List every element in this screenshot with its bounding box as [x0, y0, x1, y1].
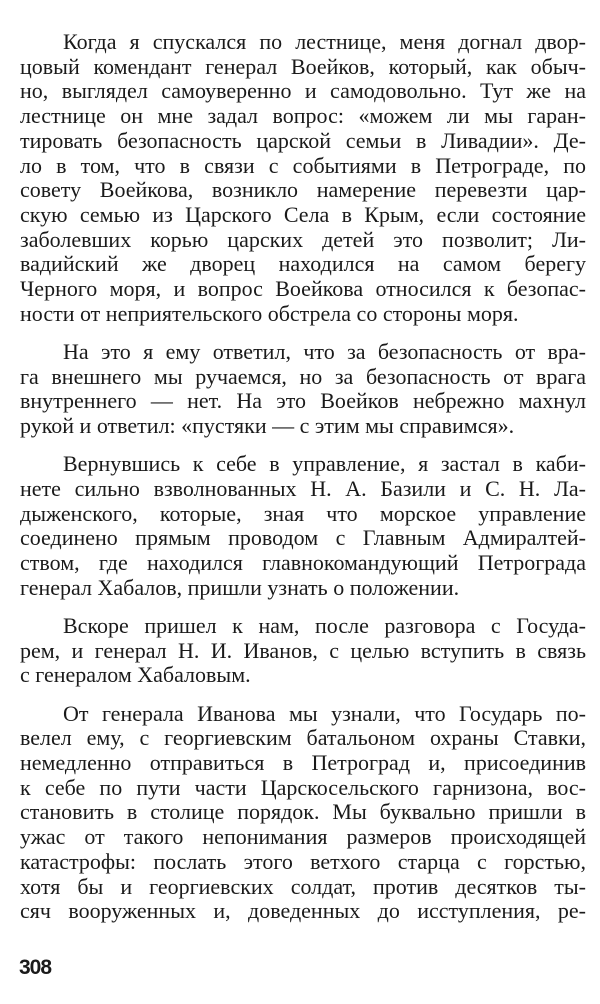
text-line: с генералом Хабаловым.	[20, 662, 251, 688]
text-line: велел ему, с георгиевским батальоном охраны Ставки,	[20, 725, 586, 751]
text-line: внутреннего — нет. На это Воейков небрежно махнул	[20, 388, 586, 414]
text-line: но, выглядел самоуверенно и самодовольно. Тут же на	[20, 78, 586, 104]
page-number: 308	[19, 956, 52, 979]
text-line: Когда я спускался по лестнице, меня догнал двор-	[63, 29, 586, 54]
page-text	[20, 30, 586, 937]
text-line: цовый комендант генерал Воейков, который, как обыч-	[20, 53, 586, 79]
paragraph	[20, 340, 586, 439]
text-line: От генерала Иванова мы узнали, что Государь по-	[63, 700, 586, 726]
text-line: ло в том, что в связи с событиями в Петрограде, по	[20, 152, 586, 178]
text-line: тировать безопасность царской семьи в Ливадии». Де-	[20, 127, 586, 153]
text-line: совету Воейкова, возникло намерение перевезти цар-	[20, 177, 586, 203]
text-line: становить в столице порядок. Мы буквально пришли в	[20, 799, 586, 825]
text-line: Вскоре пришел к нам, после разговора с Госуда-	[63, 612, 586, 638]
paragraph	[20, 452, 586, 600]
text-line: катастрофы: послать этого ветхого старца с горстью,	[20, 848, 586, 874]
text-line: рукой и ответил: «пустяки — с этим мы справимся».	[20, 413, 515, 439]
text-line: немедленно отправиться в Петроград и, присоединив	[20, 749, 586, 775]
text-line: заболевших корью царских детей это позволит; Ли-	[20, 226, 586, 252]
text-line: ством, где находился главнокомандующий Петрограда	[20, 550, 586, 576]
text-line: соединено прямым проводом с Главным Адмиралтей-	[20, 525, 586, 551]
text-line: ужас от такого непонимания размеров происходящей	[20, 824, 586, 850]
text-line: дыженского, которые, зная что морское управление	[20, 500, 586, 526]
text-line: Черного моря, и вопрос Воейкова относился к безопас-	[20, 276, 586, 302]
text-line: хотя бы и георгиевских солдат, против десятков ты-	[20, 873, 586, 899]
text-line: ности от неприятельского обстрела со стороны моря.	[20, 300, 519, 326]
paragraph	[20, 614, 586, 688]
text-line: Вернувшись к себе в управление, я застал в каби-	[63, 451, 586, 477]
text-line: сяч вооруженных и, доведенных до исступления, ре-	[20, 898, 586, 924]
paragraph	[20, 30, 586, 326]
text-line: генерал Хабалов, пришли узнать о положении.	[20, 574, 460, 600]
text-line: к себе по пути части Царскосельского гарнизона, вос-	[20, 774, 586, 800]
text-line: скую семью из Царского Села в Крым, если состояние	[20, 201, 586, 227]
text-line: га внешнего мы ручаемся, но за безопасность от врага	[20, 363, 586, 389]
text-line: вадийский же дворец находился на самом берегу	[20, 251, 586, 277]
text-line: нете сильно взволнованных Н. А. Базили и С. Н. Ла-	[20, 475, 586, 501]
text-line: лестнице он мне задал вопрос: «можем ли мы гаран-	[20, 103, 586, 129]
text-line: На это я ему ответил, что за безопасность от вра-	[63, 338, 586, 364]
text-line: рем, и генерал Н. И. Иванов, с целью вступить в связь	[20, 637, 586, 663]
paragraph	[20, 702, 586, 924]
